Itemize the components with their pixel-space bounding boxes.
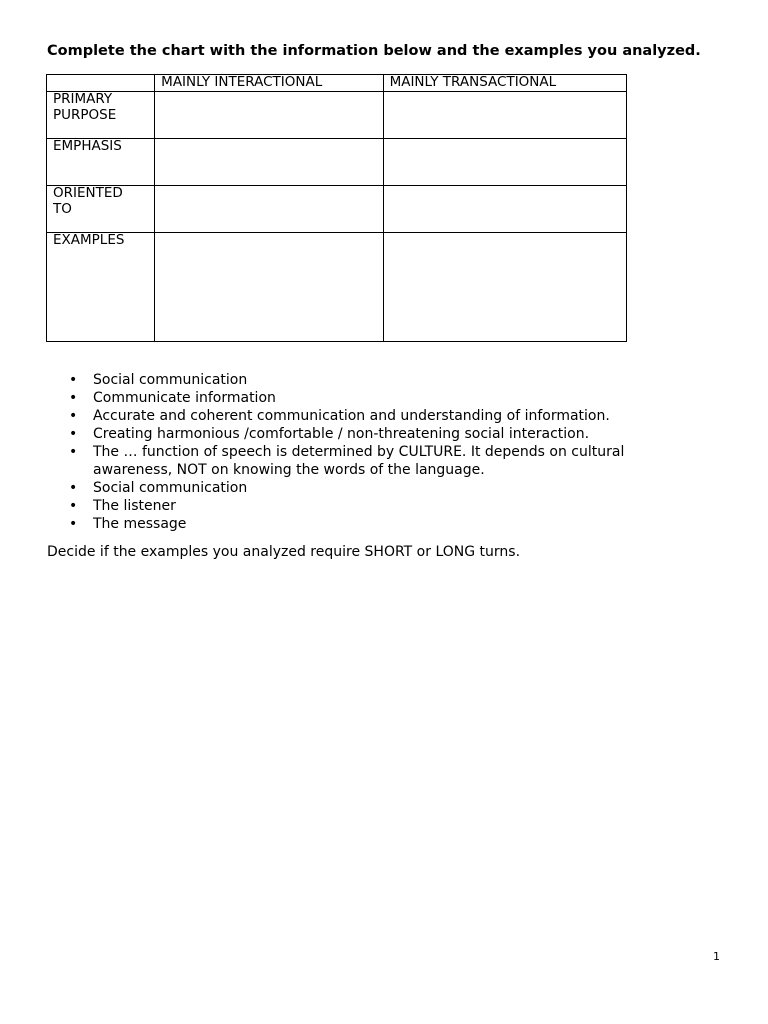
chart-row-primary-purpose [47,92,627,139]
list-item-text: Social communication [93,480,248,496]
chart-header-row [47,75,627,92]
chart-row-examples [47,233,627,342]
bullet-icon: • [69,498,78,514]
cell-oriented-to-interactional[interactable] [155,186,383,233]
cell-primary-purpose-interactional[interactable] [155,92,383,139]
list-item-text: The listener [93,498,176,514]
row-label-examples: EXAMPLES [47,233,155,342]
cell-examples-transactional[interactable] [383,233,626,342]
cell-emphasis-interactional[interactable] [155,139,383,186]
bullet-icon: • [69,408,78,424]
row-label-primary-purpose: PRIMARY PURPOSE [47,92,155,139]
row-label-oriented-to: ORIENTED TO [47,186,155,233]
bullet-icon: • [69,372,78,388]
list-item-text: The … function of speech is determined by CULTURE. It depends on cultural awareness, NOT on knowing the words of the language. [93,444,625,478]
list-item [47,371,667,389]
bullet-icon: • [69,390,78,406]
options-list [47,371,667,533]
closing-prompt: Decide if the examples you analyzed require SHORT or LONG turns. [47,544,521,560]
list-item [47,497,667,515]
list-item-text: The message [93,516,187,532]
cell-emphasis-transactional[interactable] [383,139,626,186]
column-header-transactional: MAINLY TRANSACTIONAL [383,75,626,92]
chart-row-emphasis [47,139,627,186]
cell-oriented-to-transactional[interactable] [383,186,626,233]
list-item-text: Creating harmonious /comfortable / non-threatening social interaction. [93,426,590,442]
bullet-icon: • [69,516,78,532]
list-item [47,389,667,407]
list-item-text: Accurate and coherent communication and understanding of information. [93,408,610,424]
cell-primary-purpose-transactional[interactable] [383,92,626,139]
instruction-heading: Complete the chart with the information below and the examples you analyzed. [47,43,701,59]
chart-corner-cell [47,75,155,92]
bullet-icon: • [69,444,78,460]
list-item [47,425,667,443]
list-item [47,515,667,533]
cell-examples-interactional[interactable] [155,233,383,342]
page-number: 1 [713,950,720,963]
list-item [47,443,667,479]
bullet-icon: • [69,480,78,496]
list-item-text: Social communication [93,372,248,388]
chart-row-oriented-to [47,186,627,233]
list-item [47,479,667,497]
list-item-text: Communicate information [93,390,276,406]
row-label-emphasis: EMPHASIS [47,139,155,186]
comparison-chart [46,74,627,342]
column-header-interactional: MAINLY INTERACTIONAL [155,75,383,92]
bullet-icon: • [69,426,78,442]
list-item [47,407,667,425]
